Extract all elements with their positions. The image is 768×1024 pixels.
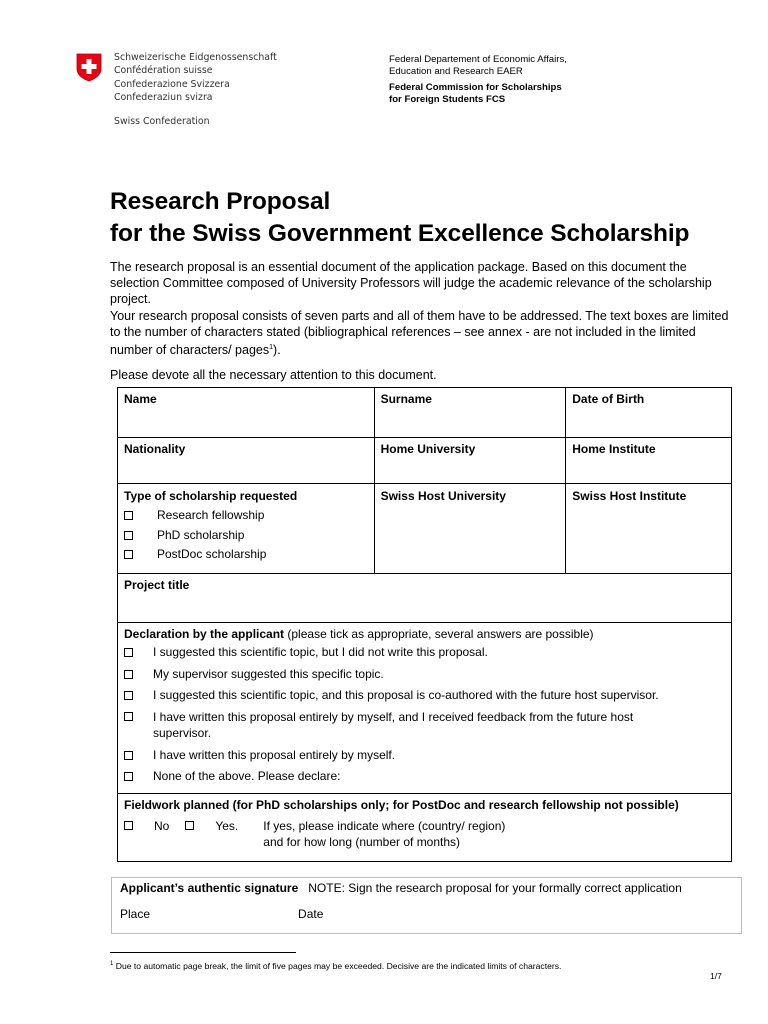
commission-line-2: for Foreign Students FCS xyxy=(389,94,506,105)
signature-label: Applicant’s authentic signature xyxy=(120,881,299,895)
name-field[interactable] xyxy=(118,388,375,438)
footnote-marker: 1 xyxy=(110,961,114,967)
signature-note: NOTE: Sign the research proposal for your formally correct application xyxy=(308,881,682,895)
project-title-label: Project title xyxy=(124,578,190,592)
intro-devote: Please devote all the necessary attention to this document. xyxy=(110,368,437,383)
swiss-host-university-label: Swiss Host University xyxy=(380,489,506,503)
intro-paragraph-2-end: ). xyxy=(273,343,281,358)
declaration-hint: (please tick as appropriate, several answers are possible) xyxy=(284,627,594,641)
intro-paragraph-1: The research proposal is an essential document of the application package. Based on this document the selection Committee composed of University Professors will judge the academic relevance of the scholarship project. xyxy=(110,260,712,307)
fieldwork-where[interactable] xyxy=(263,818,505,851)
checkbox-fieldwork-no[interactable] xyxy=(124,821,133,830)
footnote-text: Due to automatic page break, the limit of five pages may be exceeded. Decisive are the indicated limits of characters. xyxy=(113,960,562,971)
home-institute-label: Home Institute xyxy=(572,442,656,456)
home-university-field[interactable] xyxy=(374,438,566,484)
checkbox-declaration-1[interactable] xyxy=(124,648,133,657)
application-form-table xyxy=(117,387,732,862)
declaration-option-4[interactable] xyxy=(124,709,725,742)
declaration-option-5[interactable] xyxy=(124,745,725,767)
confederation-names xyxy=(114,51,277,128)
footnote xyxy=(110,959,561,972)
title-line-2: for the Swiss Government Excellence Scholarship xyxy=(110,220,690,247)
option-label: I have written this proposal entirely by myself. xyxy=(153,747,396,762)
date-of-birth-label: Date of Birth xyxy=(572,392,645,406)
signature-heading xyxy=(120,880,733,896)
name-label: Name xyxy=(124,392,157,406)
home-university-label: Home University xyxy=(380,442,476,456)
fieldwork-no-label: No xyxy=(154,818,170,833)
footnote-ref: 1 xyxy=(269,344,274,352)
swiss-host-institute-field[interactable] xyxy=(566,484,732,574)
confederation-name-fr: Confédération suisse xyxy=(114,65,213,77)
commission-line-1: Federal Commission for Scholarships xyxy=(389,82,562,93)
option-label: I suggested this scientific topic, and this proposal is co-authored with the future host supervisor. xyxy=(153,688,659,702)
title-line-1: Research Proposal xyxy=(110,188,331,215)
confederation-name-de: Schweizerische Eidgenossenschaft xyxy=(114,52,277,63)
scholarship-option-phd[interactable] xyxy=(124,526,368,546)
swiss-cross-logo-icon xyxy=(76,53,102,82)
declaration-cell xyxy=(118,623,732,794)
option-label: Research fellowship xyxy=(157,508,265,522)
signature-fields xyxy=(120,907,733,921)
intro-paragraph-2-text: Your research proposal consists of seven parts and all of them have to be addressed. The text boxes are limited to the number of characters stated (bibliographical references – see annex - are not included in the limited number of characters/ pages xyxy=(110,308,729,358)
footnote-divider xyxy=(110,952,296,953)
nationality-field[interactable] xyxy=(118,438,375,484)
fieldwork-options xyxy=(124,818,725,851)
intro-text xyxy=(110,259,735,384)
option-label: PostDoc scholarship xyxy=(157,547,267,561)
department-line-2: Education and Research EAER xyxy=(389,66,523,77)
confederation-name-en: Swiss Confederation xyxy=(114,115,210,127)
home-institute-field[interactable] xyxy=(566,438,732,484)
swiss-host-institute-label: Swiss Host Institute xyxy=(572,489,687,503)
department-block xyxy=(389,54,567,106)
department-line-1: Federal Departement of Economic Affairs, xyxy=(389,54,567,65)
project-title-field[interactable] xyxy=(118,574,732,623)
intro-paragraph-2 xyxy=(110,308,735,359)
page-header xyxy=(0,0,768,140)
scholarship-option-postdoc[interactable] xyxy=(124,545,368,565)
declaration-option-1[interactable] xyxy=(124,642,725,664)
fieldwork-yes-label: Yes. xyxy=(215,818,239,833)
declaration-option-2[interactable] xyxy=(124,664,725,686)
page-number: 1/7 xyxy=(710,971,722,981)
checkbox-research-fellowship[interactable] xyxy=(124,511,133,520)
fieldwork-label: Fieldwork planned (for PhD scholarships only; for PostDoc and research fellowship not possible) xyxy=(124,797,679,812)
confederation-name-rm: Confederaziun svizra xyxy=(114,92,213,104)
checkbox-fieldwork-yes[interactable] xyxy=(185,821,194,830)
date-of-birth-field[interactable] xyxy=(566,388,732,438)
option-label: I have written this proposal entirely by myself, and I received feedback from the future host supervisor. xyxy=(153,709,634,740)
declaration-option-3[interactable] xyxy=(124,685,725,707)
confederation-name-it: Confederazione Svizzera xyxy=(114,78,230,90)
scholarship-type-cell xyxy=(118,484,375,574)
declaration-label: Declaration by the applicant xyxy=(124,627,285,641)
checkbox-declaration-3[interactable] xyxy=(124,691,133,700)
option-label: PhD scholarship xyxy=(157,527,245,542)
surname-field[interactable] xyxy=(374,388,566,438)
declaration-option-6[interactable] xyxy=(124,766,725,788)
checkbox-declaration-6[interactable] xyxy=(124,772,133,781)
fieldwork-cell xyxy=(118,793,732,861)
option-label: My supervisor suggested this specific topic. xyxy=(153,666,384,681)
checkbox-phd-scholarship[interactable] xyxy=(124,531,133,540)
option-label: None of the above. Please declare: xyxy=(153,769,341,783)
checkbox-postdoc-scholarship[interactable] xyxy=(124,550,133,559)
checkbox-declaration-5[interactable] xyxy=(124,751,133,760)
declaration-heading xyxy=(124,626,725,642)
document-title xyxy=(110,186,689,250)
checkbox-declaration-4[interactable] xyxy=(124,712,133,721)
checkbox-declaration-2[interactable] xyxy=(124,670,133,679)
fieldwork-where-line-2: and for how long (number of months) xyxy=(263,835,461,849)
signature-box[interactable] xyxy=(111,877,742,934)
nationality-label: Nationality xyxy=(124,442,186,456)
scholarship-type-label: Type of scholarship requested xyxy=(124,489,298,503)
fieldwork-where-line-1: If yes, please indicate where (country/ region) xyxy=(263,818,506,833)
date-field[interactable]: Date xyxy=(298,907,324,921)
scholarship-option-research[interactable] xyxy=(124,506,368,526)
option-label: I suggested this scientific topic, but I did not write this proposal. xyxy=(153,645,488,659)
place-field[interactable]: Place xyxy=(120,907,151,921)
swiss-host-university-field[interactable] xyxy=(374,484,566,574)
surname-label: Surname xyxy=(380,392,432,406)
